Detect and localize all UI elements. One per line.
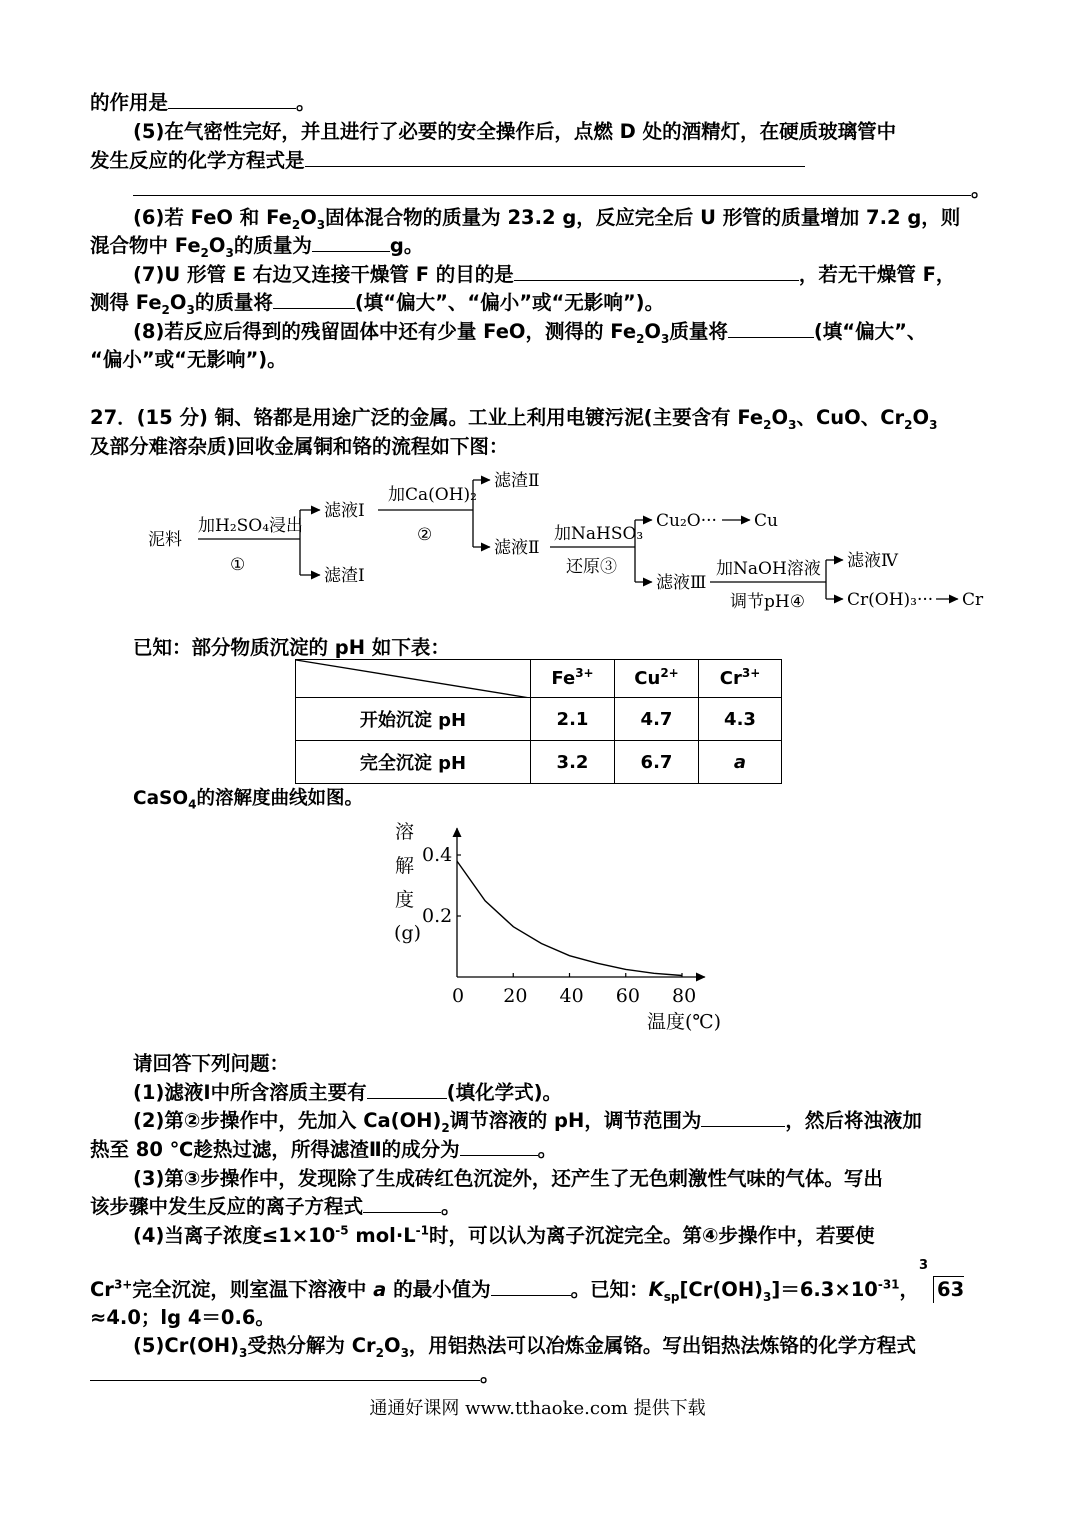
q27-line-1: 27．(15 分) 铜、铬都是用途广泛的金属。工业上利用电镀污泥(主要含有 $Fe_2O_3$、CuO、$Cr_2O_3$ bbox=[90, 406, 938, 432]
y-tick-label: 0.2 bbox=[422, 905, 453, 927]
flow-filtrate3: 滤液Ⅲ bbox=[656, 573, 707, 593]
table-row: 开始沉淀 pH 2.1 4.7 4.3 bbox=[296, 698, 782, 741]
q7-line-b: 测得 $Fe_2O_3$的质量将 (填“偏大”、“偏小”或“无影响”)。 bbox=[90, 291, 665, 317]
q5-line-c: 。 bbox=[90, 177, 991, 203]
q4-line-b: $Cr^{3+}$完全沉淀，则室温下溶液中 a 的最小值为 。已知：$K_{sp}[Cr(OH)_3]=6.3\times 10^{-31}$， 3 63 bbox=[90, 1258, 965, 1304]
q3-line-b: 该步骤中发生反应的离子方程式 。 bbox=[90, 1195, 461, 1218]
header-fe: $Fe^{3+}$ bbox=[531, 660, 615, 698]
flow-filtrate2: 滤液Ⅱ bbox=[494, 538, 540, 558]
q8-line-a: (8)若反应后得到的残留固体中还有少量 FeO，测得的 $Fe_2O_3$质量将 (填“偏大”、 bbox=[133, 320, 927, 346]
known-text: 已知：部分物质沉淀的 pH 如下表： bbox=[133, 636, 450, 659]
flow-filtrate4: 滤液Ⅳ bbox=[847, 551, 898, 571]
answer-blank[interactable] bbox=[363, 1194, 441, 1213]
answer-blank[interactable] bbox=[90, 1362, 480, 1381]
flow-step2-num: ② bbox=[417, 525, 433, 545]
answer-blank[interactable] bbox=[312, 233, 390, 252]
y-axis-label-char: 度 bbox=[395, 889, 415, 911]
q6-line-b: 混合物中 $Fe_2O_3$的质量为 g。 bbox=[90, 234, 424, 260]
flow-cu2o: Cu₂O··· bbox=[656, 511, 717, 531]
flow-residue2: 滤渣Ⅱ bbox=[494, 471, 540, 491]
table-corner bbox=[296, 660, 531, 698]
questions-intro: 请回答下列问题： bbox=[133, 1052, 290, 1075]
y-axis-label-char: (g) bbox=[394, 922, 421, 944]
q7-line-a: (7)U 形管 E 右边又连接干燥管 F 的目的是 ，若无干燥管 F， bbox=[133, 263, 956, 286]
flow-step4-reagent: 加NaOH溶液 bbox=[716, 559, 821, 579]
flow-cr: Cr bbox=[962, 590, 984, 610]
precipitation-ph-table bbox=[295, 659, 782, 784]
x-axis-label: 温度(℃) bbox=[647, 1011, 722, 1033]
solubility-chart bbox=[385, 818, 745, 1036]
answer-blank[interactable] bbox=[491, 1277, 571, 1296]
q5-line-b: 发生反应的化学方程式是 bbox=[90, 148, 805, 174]
q8-line-b: “偏小”或“无影响”)。 bbox=[90, 348, 287, 371]
line-1: 的作用是 。 bbox=[90, 91, 316, 114]
q3-line-a: (3)第③步操作中，发现除了生成砖红色沉淀外，还产生了无色刺激性气味的气体。写出 bbox=[133, 1167, 883, 1190]
q1-line: (1)滤液Ⅰ中所含溶质主要有 (填化学式)。 bbox=[133, 1081, 562, 1104]
y-axis-label-char: 解 bbox=[395, 855, 415, 877]
y-tick-label: 0.4 bbox=[422, 844, 453, 866]
flow-croh3: Cr(OH)₃··· bbox=[847, 590, 934, 610]
q6-line-a: (6)若 FeO 和 $Fe_2O_3$固体混合物的质量为 23.2 g，反应完全后 U 形管的质量增加 7.2 g，则 bbox=[133, 206, 961, 232]
answer-blank[interactable] bbox=[133, 177, 971, 196]
q4-line-a: (4)当离子浓度$\le 1\times 10^{-5}$ $mol\cdot L^{-1}$时，可以认为离子沉淀完全。第④步操作中，若要使 bbox=[133, 1223, 875, 1247]
q2-line-b: 热至 80 ℃趁热过滤，所得滤渣Ⅱ的成分为 。 bbox=[90, 1138, 558, 1161]
flow-filtrate1: 滤液Ⅰ bbox=[324, 501, 365, 521]
x-tick-label: 60 bbox=[615, 985, 640, 1007]
caso4-caption: CaSO$_4$的溶解度曲线如图。 bbox=[133, 788, 363, 812]
solubility-curve bbox=[457, 861, 682, 975]
diagonal-line bbox=[296, 660, 530, 698]
header-cr: $Cr^{3+}$ bbox=[699, 660, 782, 698]
flow-step3-reagent: 加NaHSO₃ bbox=[554, 524, 644, 544]
q4-line-c: ≈4.0；lg 4＝0.6。 bbox=[90, 1306, 275, 1329]
answer-blank[interactable] bbox=[168, 90, 296, 109]
flow-step3-label: 还原③ bbox=[566, 557, 617, 577]
q5b-line-b: 。 bbox=[90, 1362, 500, 1388]
q5-line-a: (5)在气密性完好，并且进行了必要的安全操作后，点燃 D 处的酒精灯，在硬质玻璃管中 bbox=[133, 120, 897, 143]
table-row: 完全沉淀 pH 3.2 6.7 a bbox=[296, 741, 782, 784]
flow-mud: 泥料 bbox=[148, 530, 182, 550]
answer-blank[interactable] bbox=[514, 262, 799, 281]
cube-root: 3 63 bbox=[919, 1258, 965, 1301]
x-tick-label: 0 bbox=[452, 985, 465, 1007]
flow-residue1: 滤渣Ⅰ bbox=[324, 566, 365, 586]
q5b-line-a: $(5)Cr(OH)_3$受热分解为 $Cr_2O_3$，用铝热法可以冶炼金属铬。写出铝热法炼铬的化学方程式 bbox=[133, 1334, 916, 1360]
x-tick-label: 40 bbox=[559, 985, 584, 1007]
q2-line-a: (2)第②步操作中，先加入 $Ca(OH)_2$调节溶液的 pH，调节范围为 ，然后将浊液加 bbox=[133, 1109, 922, 1135]
answer-blank[interactable] bbox=[728, 319, 814, 338]
header-cu: $Cu^{2+}$ bbox=[615, 660, 699, 698]
process-flow-diagram bbox=[140, 468, 1000, 616]
flow-step4-label: 调节pH④ bbox=[730, 592, 805, 612]
answer-blank[interactable] bbox=[273, 290, 355, 309]
answer-blank[interactable] bbox=[305, 148, 805, 167]
y-axis-label-char: 溶 bbox=[395, 821, 415, 843]
flow-step1-num: ① bbox=[230, 555, 246, 575]
q27-line-2: 及部分难溶杂质)回收金属铜和铬的流程如下图： bbox=[90, 435, 509, 458]
x-tick-label: 20 bbox=[503, 985, 528, 1007]
flow-step2-reagent: 加Ca(OH)₂ bbox=[388, 485, 477, 505]
flow-step1-reagent: 加H₂SO₄浸出 bbox=[198, 516, 304, 536]
x-tick-label: 80 bbox=[672, 985, 697, 1007]
answer-blank[interactable] bbox=[701, 1108, 785, 1127]
answer-blank[interactable] bbox=[460, 1137, 538, 1156]
flow-cu: Cu bbox=[754, 511, 778, 531]
answer-blank[interactable] bbox=[367, 1080, 447, 1099]
footer-credit: 通通好课网 www.tthaoke.com 提供下载 bbox=[369, 1398, 706, 1419]
